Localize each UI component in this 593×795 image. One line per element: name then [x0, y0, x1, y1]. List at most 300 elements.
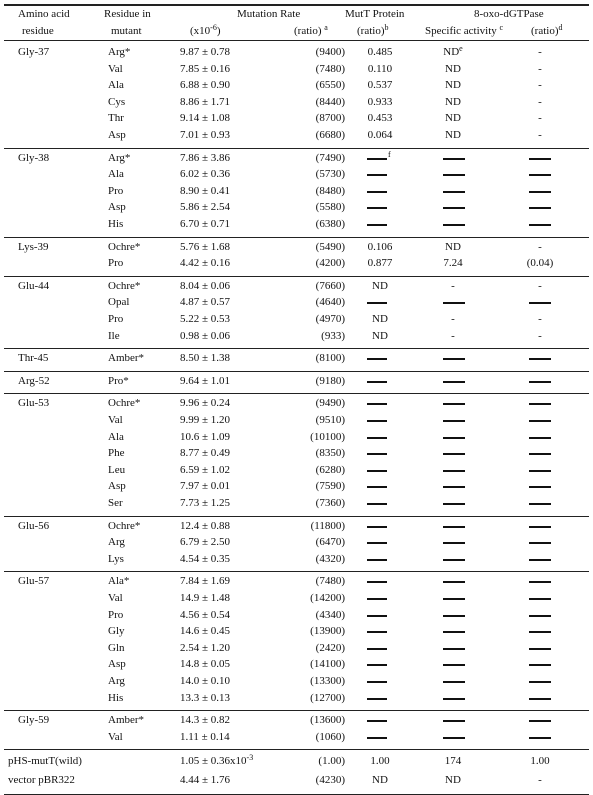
- rate-cell-text: 8.77 ± 0.49: [180, 447, 231, 460]
- ratio-cell-text: (7660): [315, 279, 345, 292]
- ratio2-cell: [510, 280, 570, 293]
- spec-dash: [443, 302, 465, 304]
- residue-cell: [108, 352, 144, 365]
- spec-dash: [443, 174, 465, 176]
- ratio-cell: [283, 352, 345, 365]
- residue-cell: [108, 658, 126, 671]
- rate-cell-text: 9.96 ± 0.24: [180, 397, 231, 410]
- residue-cell: [108, 447, 125, 460]
- residue-cell: [108, 257, 123, 270]
- mutt-cell-text: ND: [372, 279, 388, 292]
- residue-cell: [108, 397, 140, 410]
- residue-cell-text: Ala*: [108, 575, 130, 588]
- mutt-dash-footnote: [388, 149, 391, 165]
- ratio2-dash: [529, 381, 551, 383]
- rate-cell-text: 14.0 ± 0.10: [180, 675, 231, 687]
- header-residue-in: Residue in: [104, 8, 151, 20]
- ratio-cell-text: (14100): [310, 658, 345, 671]
- mutt-cell-text: 0.106: [367, 240, 393, 253]
- rate-cell: [180, 714, 230, 727]
- residue-cell: [108, 201, 126, 214]
- residue-cell: [108, 520, 140, 533]
- mutt-dash: [367, 503, 387, 505]
- mutt-dash: [367, 526, 387, 528]
- rate-cell-text: 6.02 ± 0.36: [180, 168, 231, 181]
- spec-cell-text: ND: [443, 46, 460, 58]
- ratio-cell: [283, 63, 345, 76]
- footnote-b: b: [384, 23, 389, 32]
- ratio-cell: [283, 296, 345, 309]
- footnote-c: c: [499, 23, 504, 32]
- ratio-cell-text: (5490): [315, 240, 345, 253]
- spec-dash: [443, 453, 465, 455]
- ratio-cell: [283, 129, 345, 142]
- residue-cell: [108, 414, 123, 427]
- ratio2-dash: [529, 437, 551, 439]
- residue-cell-text: Ochre*: [108, 519, 141, 532]
- ratio2-dash: [529, 207, 551, 209]
- spec-dash: [443, 403, 465, 405]
- control-spec-text: 174: [444, 755, 462, 768]
- residue-cell-text: Ala: [108, 430, 124, 443]
- ratio-cell-text: (8440): [315, 95, 345, 108]
- mutt-dash: [367, 720, 387, 722]
- ratio-cell-text: (5730): [315, 168, 345, 181]
- spec-cell-text: ND: [445, 112, 461, 125]
- ratio-cell-text: (7480): [315, 575, 345, 588]
- ratio-cell-text: (2420): [315, 641, 345, 654]
- ratio-cell-text: (13300): [310, 675, 345, 687]
- rate-cell: [180, 79, 230, 92]
- mutt-cell: [350, 313, 410, 326]
- ratio2-dash: [529, 358, 551, 360]
- rate-cell: [180, 63, 230, 76]
- rate-cell: [180, 352, 230, 365]
- residue-cell: [108, 553, 124, 566]
- ratio2-cell-text: -: [538, 95, 542, 108]
- residue-cell-text: Amber*: [108, 714, 145, 727]
- spec-cell: [420, 63, 486, 76]
- rate-cell: [180, 112, 230, 125]
- spec-cell: [420, 96, 486, 109]
- spec-dash: [443, 559, 465, 561]
- rate-unit-base: (x10: [190, 25, 211, 37]
- rate-cell: [180, 313, 230, 326]
- ratio2-cell: [510, 257, 570, 270]
- ratio-cell: [283, 397, 345, 410]
- spec-cell-text: -: [451, 279, 455, 292]
- amino-acid-label: [18, 280, 49, 293]
- residue-cell-text: Ala: [108, 79, 124, 92]
- spec-dash: [443, 503, 465, 505]
- mutt-dash: [367, 737, 387, 739]
- rate-cell-text: 4.54 ± 0.35: [180, 552, 231, 565]
- amino-acid-label: [18, 46, 49, 59]
- rate-cell-text: 8.90 ± 0.41: [180, 184, 231, 197]
- rate-cell: [180, 201, 230, 214]
- ratio2-dash: [529, 664, 551, 666]
- ratio-cell-text: (12700): [310, 691, 345, 704]
- table-rule: [4, 148, 589, 149]
- rate-cell: [180, 553, 230, 566]
- spec-cell-footnote: e: [459, 44, 463, 53]
- residue-cell-text: Leu: [108, 463, 126, 476]
- residue-cell: [108, 431, 124, 444]
- residue-cell-text: Arg: [108, 536, 125, 549]
- ratio-cell-text: (6470): [315, 536, 345, 549]
- mutt-dash: [367, 681, 387, 683]
- amino-acid-label-text: Thr-45: [18, 352, 49, 365]
- mutt-dash: [367, 470, 387, 472]
- ratio-cell: [283, 168, 345, 181]
- ratio2-dash: [529, 158, 551, 160]
- mutt-dash: [367, 664, 387, 666]
- spec-cell: [420, 241, 486, 254]
- spec-dash: [443, 420, 465, 422]
- rate-cell: [180, 431, 230, 444]
- ratio2-dash: [529, 302, 551, 304]
- ratio-cell: [283, 414, 345, 427]
- ratio-cell-text: (4320): [315, 552, 345, 565]
- control-ratio2: [510, 755, 570, 768]
- rate-cell-text: 6.79 ± 2.50: [180, 536, 231, 549]
- residue-cell-text: His: [108, 218, 124, 230]
- ratio-cell-text: (13600): [310, 714, 345, 727]
- ratio2-cell: [510, 63, 570, 76]
- ratio2-dash: [529, 615, 551, 617]
- residue-cell-text: Gly: [108, 625, 125, 638]
- spec-dash: [443, 737, 465, 739]
- amino-acid-label: [18, 152, 49, 165]
- ratio-cell: [283, 375, 345, 388]
- mutt-cell-text: 0.537: [367, 79, 393, 92]
- rate-cell: [180, 464, 230, 477]
- residue-cell: [108, 63, 123, 76]
- rate-cell-text: 14.6 ± 0.45: [180, 625, 231, 638]
- header-8-oxo-dgtpase: 8-oxo-dGTPase: [474, 8, 544, 20]
- rate-cell-text: 1.11 ± 0.14: [180, 730, 230, 743]
- rate-cell: [180, 330, 230, 343]
- rate-cell-text: 5.76 ± 1.68: [180, 240, 231, 253]
- ratio-cell: [283, 330, 345, 343]
- rate-cell-text: 6.59 ± 1.02: [180, 463, 231, 476]
- residue-cell-text: Val: [108, 592, 123, 604]
- table-rule: [4, 348, 589, 349]
- rate-cell: [180, 575, 230, 588]
- spec-cell: [420, 280, 486, 293]
- ratio-cell-text: (10100): [310, 430, 345, 443]
- residue-cell-text: Lys: [108, 552, 124, 565]
- mutt-dash: [367, 598, 387, 600]
- ratio2-cell-text: -: [538, 129, 542, 141]
- amino-acid-label-text: Gly-59: [18, 714, 50, 727]
- rate-cell: [180, 675, 230, 688]
- residue-cell: [108, 112, 124, 125]
- mutt-dash: [367, 158, 387, 160]
- table-rule: [4, 749, 589, 750]
- spec-dash: [443, 598, 465, 600]
- ratio-cell: [283, 714, 345, 727]
- residue-cell-text: Val: [108, 62, 123, 75]
- control-rate-exponent: -3: [246, 753, 254, 763]
- rate-cell-text: 9.87 ± 0.78: [180, 46, 231, 58]
- table-rule: [4, 393, 589, 394]
- rate-cell: [180, 257, 230, 270]
- spec-cell-text: ND: [445, 129, 461, 141]
- ratio-cell: [283, 592, 345, 605]
- rate-cell-text: 7.01 ± 0.93: [180, 129, 231, 141]
- header-mutt-protein: MutT Protein: [345, 8, 405, 20]
- residue-cell: [108, 692, 123, 705]
- residue-cell-text: Ochre*: [108, 240, 141, 253]
- residue-cell: [108, 731, 123, 744]
- rate-cell: [180, 96, 230, 109]
- spec-cell: [420, 129, 486, 142]
- residue-cell: [108, 642, 125, 655]
- spec-dash: [443, 437, 465, 439]
- ratio-cell: [283, 46, 345, 59]
- control-ratio-text: (1.00): [318, 755, 345, 768]
- residue-cell: [108, 79, 124, 92]
- residue-cell: [108, 46, 130, 59]
- residue-cell-text: Arg*: [108, 151, 131, 164]
- header-mutant: mutant: [111, 25, 142, 37]
- mutt-dash: [367, 420, 387, 422]
- amino-acid-label-text: Glu-56: [18, 519, 50, 532]
- ratio2-cell-text: -: [538, 112, 542, 125]
- residue-cell: [108, 168, 124, 181]
- ratio2-cell-text: (0.04): [526, 257, 554, 270]
- mutt-dash: [367, 631, 387, 633]
- spec-dash: [443, 698, 465, 700]
- mutt-cell: [350, 330, 410, 343]
- residue-cell-text: Asp: [108, 480, 126, 493]
- mutt-cell: [350, 129, 410, 142]
- ratio2-cell-text: -: [538, 79, 542, 92]
- spec-cell-text: ND: [445, 79, 461, 92]
- ratio-cell-text: (7480): [315, 62, 345, 75]
- residue-cell-text: Ochre*: [108, 397, 141, 410]
- ratio2-dash: [529, 648, 551, 650]
- ratio-cell-text: (9490): [315, 397, 345, 410]
- control-ratio: [283, 774, 345, 787]
- header-specific-activity: [425, 25, 503, 38]
- ratio-cell-text: (14200): [310, 592, 345, 604]
- table-rule: [4, 516, 589, 517]
- ratio-cell: [283, 201, 345, 214]
- amino-acid-label: [18, 352, 48, 365]
- residue-cell: [108, 609, 123, 622]
- residue-cell: [108, 675, 125, 688]
- ratio2-dash: [529, 403, 551, 405]
- mutt-dash: [367, 559, 387, 561]
- residue-cell-text: Ile: [108, 329, 120, 342]
- amino-acid-label-text: Arg-52: [18, 374, 50, 387]
- spec-dash: [443, 358, 465, 360]
- mutt-dash-footnote-mark: f: [388, 149, 391, 159]
- rate-unit-exponent: -6: [210, 23, 217, 32]
- residue-cell: [108, 330, 120, 343]
- ratio2-dash: [529, 191, 551, 193]
- amino-acid-label-text: Lys-39: [18, 240, 49, 253]
- rate-cell-text: 7.73 ± 1.25: [180, 497, 231, 509]
- ratio-cell-text: (13900): [310, 625, 345, 638]
- rate-cell: [180, 397, 230, 410]
- ratio-cell-text: (4970): [315, 313, 345, 325]
- control-mutt: [350, 755, 410, 768]
- ratio-cell-text: (8700): [315, 112, 345, 125]
- residue-cell: [108, 241, 140, 254]
- control-mutt: [350, 774, 410, 787]
- ratio-cell: [283, 658, 345, 671]
- ratio-cell-text: (8100): [315, 352, 345, 365]
- rate-cell-text: 6.88 ± 0.90: [180, 79, 231, 92]
- ratio-cell-text: (4200): [315, 257, 345, 270]
- rate-cell: [180, 497, 230, 510]
- mutt-cell-text: 0.453: [367, 112, 393, 125]
- residue-cell-text: Pro: [108, 608, 124, 621]
- control-rate: [180, 774, 230, 787]
- rate-cell: [180, 241, 230, 254]
- rate-cell-text: 7.85 ± 0.16: [180, 62, 231, 75]
- rate-cell-text: 4.42 ± 0.16: [180, 257, 231, 270]
- header-amino-acid: Amino acid: [18, 8, 70, 20]
- ratio2-dash: [529, 420, 551, 422]
- ratio-cell: [283, 464, 345, 477]
- amino-acid-label-text: Glu-44: [18, 279, 50, 292]
- table-rule: [4, 276, 589, 277]
- ratio2-dash: [529, 698, 551, 700]
- residue-cell: [108, 497, 123, 510]
- rate-cell: [180, 168, 230, 181]
- rate-cell: [180, 731, 230, 744]
- residue-cell: [108, 96, 125, 109]
- spec-dash: [443, 207, 465, 209]
- residue-cell-text: Opal: [108, 296, 130, 309]
- ratio-cell: [283, 642, 345, 655]
- mutt-cell: [350, 112, 410, 125]
- spec-dash: [443, 526, 465, 528]
- ratio-cell-text: (1060): [315, 730, 345, 743]
- ratio-label: (ratio): [294, 25, 322, 37]
- ratio2-cell-text: -: [538, 279, 542, 292]
- header-rate-unit: [190, 25, 221, 38]
- control-spec: [420, 755, 486, 768]
- spec-cell: [420, 257, 486, 270]
- control-rate-text: 1.05 ± 0.36x10: [180, 755, 247, 768]
- rate-cell-text: 7.84 ± 1.69: [180, 575, 231, 588]
- mutt-ratio-label: (ratio): [357, 25, 385, 37]
- control-ratio2: [510, 774, 570, 787]
- rate-cell-text: 10.6 ± 1.09: [180, 430, 231, 443]
- ratio2-dash: [529, 720, 551, 722]
- ratio-cell-text: (6550): [315, 79, 345, 92]
- rate-cell-text: 4.56 ± 0.54: [180, 608, 231, 621]
- ratio2-cell-text: -: [538, 62, 542, 75]
- ratio-cell: [283, 553, 345, 566]
- ratio2-cell: [510, 129, 570, 142]
- amino-acid-label: [18, 397, 49, 410]
- rate-cell: [180, 536, 230, 549]
- mutt-dash: [367, 486, 387, 488]
- rate-cell-text: 4.87 ± 0.57: [180, 296, 231, 309]
- residue-cell: [108, 575, 129, 588]
- amino-acid-label: [18, 375, 50, 388]
- rate-cell: [180, 520, 230, 533]
- ratio-cell-text: (7590): [315, 480, 345, 493]
- ratio-cell: [283, 96, 345, 109]
- ratio2-dash: [529, 598, 551, 600]
- ratio2-cell-text: -: [538, 329, 542, 342]
- spec-cell-text: ND: [445, 95, 461, 108]
- ratio-cell: [283, 575, 345, 588]
- rate-cell-text: 9.14 ± 1.08: [180, 112, 231, 125]
- rate-cell: [180, 414, 230, 427]
- residue-cell-text: His: [108, 691, 124, 704]
- rate-unit-close: ): [216, 25, 221, 37]
- mutt-cell-text: ND: [372, 313, 388, 325]
- ratio-cell: [283, 218, 345, 231]
- rate-cell: [180, 46, 230, 59]
- spec-dash: [443, 581, 465, 583]
- spec-dash: [443, 158, 465, 160]
- spec-dash: [443, 470, 465, 472]
- ratio2-cell: [510, 112, 570, 125]
- mutt-cell-text: ND: [372, 329, 388, 342]
- mutt-dash: [367, 174, 387, 176]
- control-ratio-text: (4230): [315, 774, 345, 786]
- spec-cell-text: -: [451, 313, 455, 325]
- rate-cell-text: 14.8 ± 0.05: [180, 658, 231, 671]
- ratio-cell-text: (8480): [315, 184, 345, 197]
- spec-cell-text: ND: [445, 240, 461, 253]
- residue-cell-text: Phe: [108, 447, 125, 460]
- amino-acid-label: [18, 714, 49, 727]
- residue-cell-text: Ala: [108, 168, 124, 181]
- residue-cell: [108, 185, 123, 198]
- spec-dash: [443, 486, 465, 488]
- ratio2-cell: [510, 96, 570, 109]
- ratio-cell: [283, 280, 345, 293]
- residue-cell: [108, 296, 129, 309]
- residue-cell: [108, 464, 125, 477]
- rate-cell: [180, 480, 230, 493]
- rate-cell-text: 8.86 ± 1.71: [180, 95, 231, 108]
- mutt-dash: [367, 403, 387, 405]
- rate-cell-text: 7.97 ± 0.01: [180, 480, 231, 493]
- ratio-cell-text: (9180): [315, 374, 345, 387]
- rate-cell-text: 13.3 ± 0.13: [180, 691, 231, 704]
- residue-cell-text: Ochre*: [108, 279, 141, 292]
- rate-cell-text: 9.99 ± 1.20: [180, 414, 231, 426]
- rate-cell: [180, 152, 230, 165]
- residue-cell-text: Arg: [108, 675, 125, 687]
- ratio-cell: [283, 731, 345, 744]
- rate-cell-text: 9.64 ± 1.01: [180, 374, 231, 387]
- residue-cell: [108, 129, 126, 142]
- ratio2-cell: [510, 79, 570, 92]
- mutt-cell-text: 0.110: [367, 62, 393, 75]
- table-rule: [4, 4, 589, 6]
- residue-cell-text: Pro: [108, 313, 124, 325]
- amino-acid-label-text: Glu-53: [18, 397, 50, 410]
- ratio-cell-text: (6380): [315, 218, 345, 230]
- ratio-cell-text: (6280): [315, 463, 345, 476]
- residue-cell-text: Gln: [108, 641, 125, 654]
- residue-cell: [108, 480, 126, 493]
- table-rule: [4, 571, 589, 572]
- mutt-dash: [367, 224, 387, 226]
